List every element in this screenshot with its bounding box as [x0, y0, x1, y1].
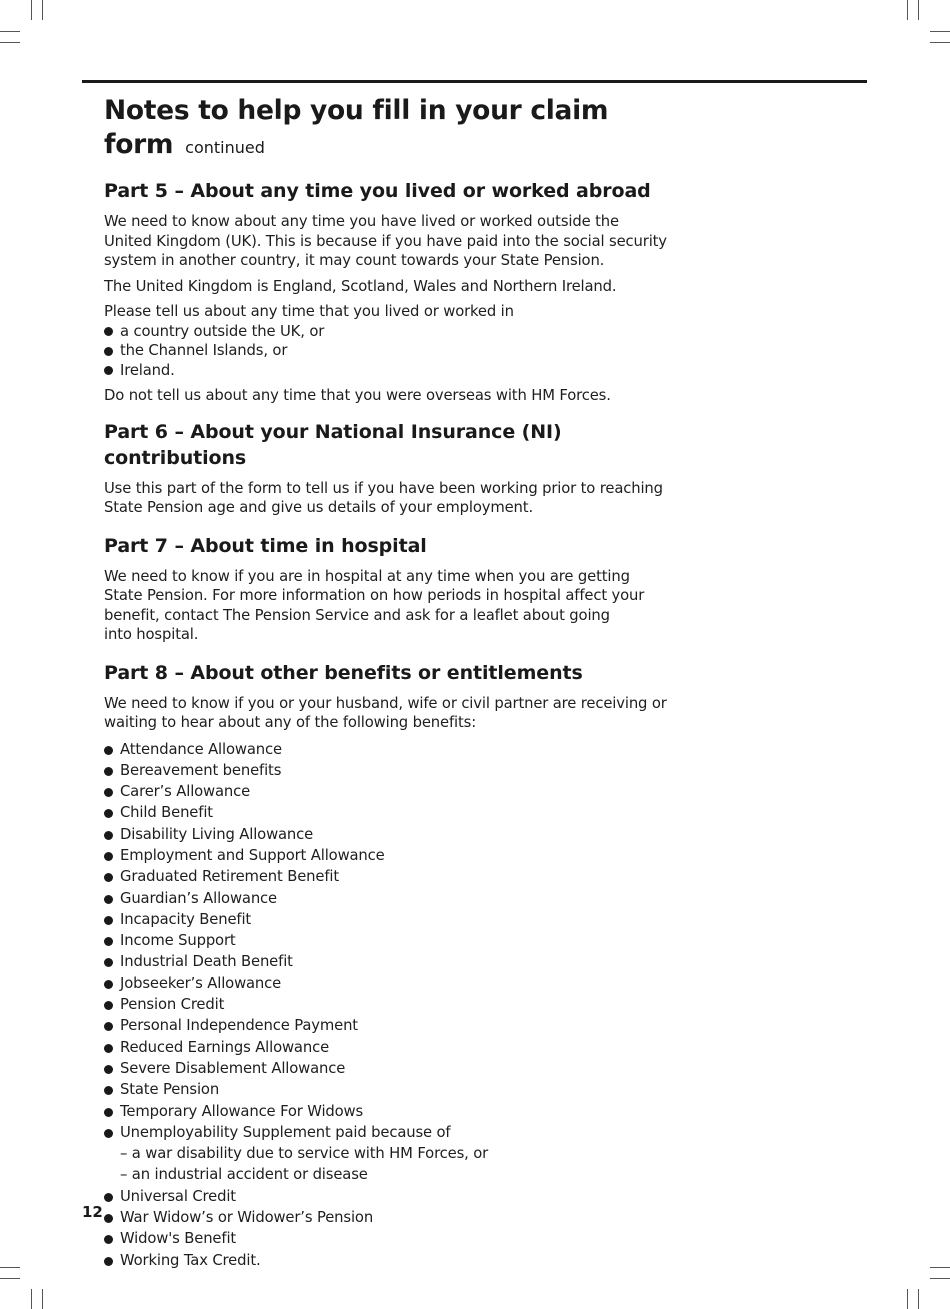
benefit-item: Disability Living Allowance	[104, 824, 674, 845]
benefit-item: Carer’s Allowance	[104, 781, 674, 802]
list-item: a country outside the UK, or	[104, 322, 674, 342]
benefit-item-text: Unemployability Supplement paid because of	[120, 1123, 451, 1141]
part5-para1-line: system in another country, it may count towards your State Pension.	[104, 252, 605, 269]
page-number: 12	[82, 1203, 103, 1221]
crop-mark	[42, 1289, 43, 1309]
sub-item: – an industrial accident or disease	[120, 1166, 368, 1184]
continued-label: continued	[185, 138, 265, 157]
crop-mark	[918, 0, 919, 20]
crop-mark	[0, 31, 20, 32]
crop-mark	[31, 0, 32, 20]
page-content	[104, 94, 674, 1271]
part6-para1	[104, 479, 674, 518]
part5-para1-line: We need to know about any time you have lived or worked outside the	[104, 213, 619, 230]
crop-mark	[0, 42, 20, 43]
crop-mark	[907, 1289, 908, 1309]
benefit-item: Reduced Earnings Allowance	[104, 1037, 674, 1058]
part7-para1-line: benefit, contact The Pension Service and ask for a leaflet about going	[104, 606, 610, 624]
part6-para1-line: Use this part of the form to tell us if you have been working prior to reaching	[104, 479, 663, 497]
benefit-item: Employment and Support Allowance	[104, 845, 674, 866]
benefit-item: Child Benefit	[104, 802, 674, 823]
benefit-item: Graduated Retirement Benefit	[104, 866, 674, 887]
part5-para2: The United Kingdom is England, Scotland, Wales and Northern Ireland.	[104, 277, 617, 295]
part5-para3: Please tell us about any time that you lived or worked in	[104, 303, 514, 320]
part5-para4: Do not tell us about any time that you were overseas with HM Forces.	[104, 387, 611, 404]
crop-mark	[930, 1267, 950, 1268]
benefit-item: Personal Independence Payment	[104, 1015, 674, 1036]
part5-para1-line: United Kingdom (UK). This is because if you have paid into the social security	[104, 232, 667, 250]
benefit-item: Incapacity Benefit	[104, 909, 674, 930]
crop-mark	[0, 1278, 20, 1279]
benefit-item: Temporary Allowance For Widows	[104, 1101, 674, 1122]
benefits-list	[104, 739, 674, 1271]
page-title	[104, 94, 674, 165]
benefit-item: Pension Credit	[104, 994, 674, 1015]
crop-mark	[918, 1289, 919, 1309]
benefit-item: Income Support	[104, 930, 674, 951]
crop-mark	[930, 42, 950, 43]
page-title-text: Notes to help you fill in your claim form	[104, 95, 609, 160]
part6-heading: Part 6 – About your National Insurance (NI) contributions	[104, 420, 562, 469]
benefit-item: Industrial Death Benefit	[104, 951, 674, 972]
part5-para1	[104, 212, 674, 271]
benefit-item: Universal Credit	[104, 1186, 674, 1207]
part8-para1-line: We need to know if you or your husband, wife or civil partner are receiving or	[104, 694, 667, 712]
crop-mark	[930, 1278, 950, 1279]
benefit-item: Widow's Benefit	[104, 1228, 674, 1249]
part7-para1-line: We need to know if you are in hospital at any time when you are getting	[104, 567, 630, 585]
part8-para1-line: waiting to hear about any of the following benefits:	[104, 714, 477, 731]
benefit-item-unemployability	[104, 1122, 674, 1186]
part5-heading: Part 5 – About any time you lived or worked abroad	[104, 180, 651, 202]
part7-para1-line: into hospital.	[104, 626, 199, 643]
list-item: the Channel Islands, or	[104, 341, 674, 361]
list-item: Ireland.	[104, 361, 674, 381]
part6-para1-line: State Pension age and give us details of your employment.	[104, 499, 533, 516]
benefit-item: Guardian’s Allowance	[104, 888, 674, 909]
crop-mark	[930, 31, 950, 32]
benefit-item: Working Tax Credit.	[104, 1250, 674, 1271]
benefit-item: Bereavement benefits	[104, 760, 674, 781]
benefit-item: War Widow’s or Widower’s Pension	[104, 1207, 674, 1228]
part5-bullet-list	[104, 322, 674, 381]
part8-heading: Part 8 – About other benefits or entitlements	[104, 661, 583, 684]
benefit-item: Attendance Allowance	[104, 739, 674, 760]
part7-para1-line: State Pension. For more information on how periods in hospital affect your	[104, 587, 645, 604]
top-rule	[82, 80, 867, 83]
crop-mark	[0, 1267, 20, 1268]
part7-heading: Part 7 – About time in hospital	[104, 534, 427, 557]
benefit-item: Severe Disablement Allowance	[104, 1058, 674, 1079]
part7-para1	[104, 567, 674, 645]
part8-para1	[104, 694, 674, 733]
benefit-item: Jobseeker’s Allowance	[104, 973, 674, 994]
crop-mark	[31, 1289, 32, 1309]
benefit-item: State Pension	[104, 1079, 674, 1100]
sub-item: – a war disability due to service with HM Forces, or	[120, 1145, 489, 1163]
crop-mark	[42, 0, 43, 20]
crop-mark	[907, 0, 908, 20]
